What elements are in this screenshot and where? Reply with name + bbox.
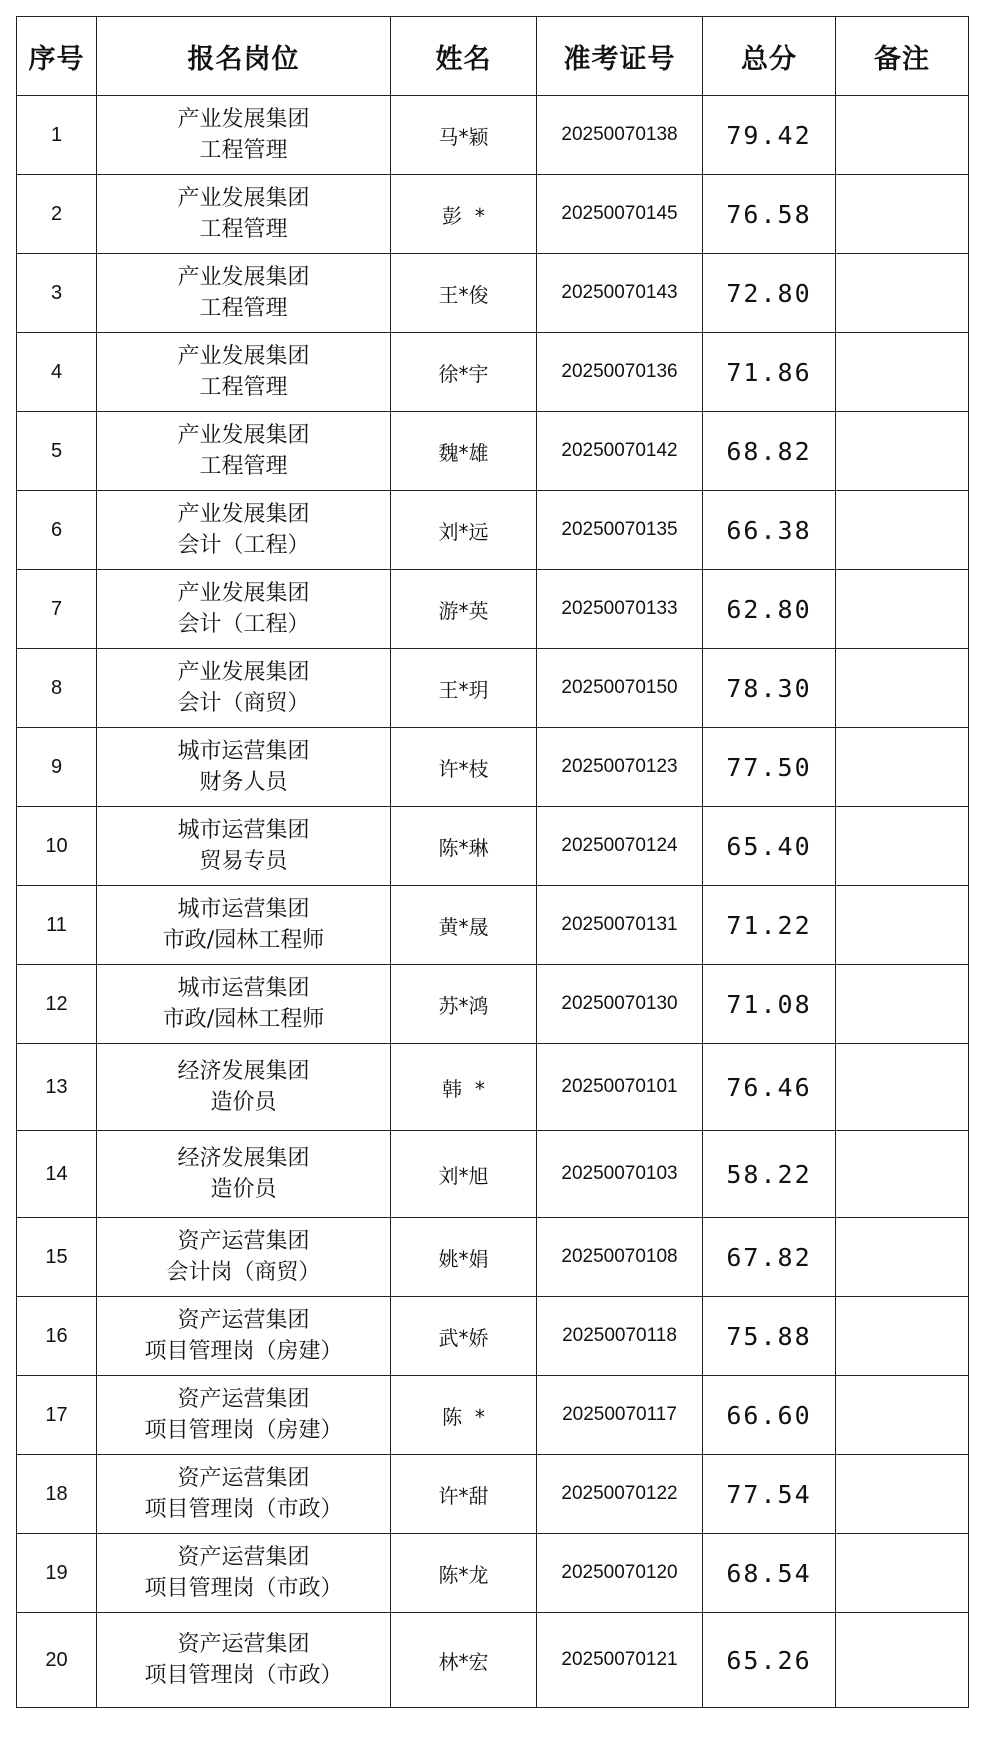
row-note <box>836 1131 969 1218</box>
table-row <box>17 96 969 175</box>
row-note <box>836 333 969 412</box>
row-name: 王*俊 <box>391 254 537 333</box>
table-row <box>17 1534 969 1613</box>
row-exam-id: 20250070150 <box>537 649 703 728</box>
table-header <box>17 17 969 96</box>
position-role: 工程管理 <box>199 296 288 321</box>
row-seq: 10 <box>17 807 97 886</box>
row-position <box>97 96 391 175</box>
position-group: 产业发展集团 <box>177 502 310 527</box>
position-group: 产业发展集团 <box>177 581 310 606</box>
row-exam-id: 20250070101 <box>537 1044 703 1131</box>
row-note <box>836 1218 969 1297</box>
position-role: 项目管理岗（房建） <box>144 1339 343 1364</box>
row-score: 77.50 <box>703 728 836 807</box>
row-note <box>836 886 969 965</box>
row-name: 陈*琳 <box>391 807 537 886</box>
row-position <box>97 1376 391 1455</box>
row-note <box>836 649 969 728</box>
row-seq: 7 <box>17 570 97 649</box>
results-table <box>16 16 969 1708</box>
row-score: 68.82 <box>703 412 836 491</box>
row-name: 许*甜 <box>391 1455 537 1534</box>
position-group: 产业发展集团 <box>177 265 310 290</box>
header-exam-id: 准考证号 <box>537 17 703 96</box>
position-group: 经济发展集团 <box>177 1059 310 1084</box>
position-group: 城市运营集团 <box>177 976 310 1001</box>
row-score: 71.22 <box>703 886 836 965</box>
row-seq: 1 <box>17 96 97 175</box>
row-name: 韩 * <box>391 1044 537 1131</box>
row-score: 71.86 <box>703 333 836 412</box>
row-name: 王*玥 <box>391 649 537 728</box>
row-score: 79.42 <box>703 96 836 175</box>
row-exam-id: 20250070133 <box>537 570 703 649</box>
table-row <box>17 1297 969 1376</box>
row-exam-id: 20250070121 <box>537 1613 703 1708</box>
position-group: 资产运营集团 <box>177 1229 310 1254</box>
row-name: 彭 * <box>391 175 537 254</box>
row-exam-id: 20250070108 <box>537 1218 703 1297</box>
position-group: 经济发展集团 <box>177 1146 310 1171</box>
position-role: 会计（工程） <box>177 612 310 637</box>
table-row <box>17 728 969 807</box>
row-exam-id: 20250070143 <box>537 254 703 333</box>
row-note <box>836 1297 969 1376</box>
row-position <box>97 1534 391 1613</box>
row-name: 游*英 <box>391 570 537 649</box>
header-position: 报名岗位 <box>97 17 391 96</box>
row-seq: 11 <box>17 886 97 965</box>
position-role: 工程管理 <box>199 138 288 163</box>
row-seq: 18 <box>17 1455 97 1534</box>
table-row <box>17 570 969 649</box>
position-group: 资产运营集团 <box>177 1466 310 1491</box>
position-role: 造价员 <box>210 1177 277 1202</box>
row-score: 58.22 <box>703 1131 836 1218</box>
position-group: 资产运营集团 <box>177 1387 310 1412</box>
row-name: 陈 * <box>391 1376 537 1455</box>
row-position <box>97 1613 391 1708</box>
row-exam-id: 20250070117 <box>537 1376 703 1455</box>
position-role: 会计（工程） <box>177 533 310 558</box>
position-group: 资产运营集团 <box>177 1308 310 1333</box>
position-role: 工程管理 <box>199 217 288 242</box>
row-position <box>97 254 391 333</box>
position-role: 项目管理岗（市政） <box>144 1497 343 1522</box>
position-group: 产业发展集团 <box>177 107 310 132</box>
row-note <box>836 254 969 333</box>
position-group: 城市运营集团 <box>177 818 310 843</box>
row-note <box>836 1534 969 1613</box>
row-position <box>97 333 391 412</box>
header-row <box>17 17 969 96</box>
row-name: 苏*鸿 <box>391 965 537 1044</box>
row-position <box>97 1044 391 1131</box>
position-group: 产业发展集团 <box>177 660 310 685</box>
row-score: 65.26 <box>703 1613 836 1708</box>
position-role: 项目管理岗（市政） <box>144 1663 343 1688</box>
row-exam-id: 20250070130 <box>537 965 703 1044</box>
row-exam-id: 20250070145 <box>537 175 703 254</box>
position-role: 项目管理岗（房建） <box>144 1418 343 1443</box>
row-position <box>97 965 391 1044</box>
position-role: 工程管理 <box>199 454 288 479</box>
row-score: 72.80 <box>703 254 836 333</box>
row-exam-id: 20250070120 <box>537 1534 703 1613</box>
position-role: 贸易专员 <box>199 849 288 874</box>
row-exam-id: 20250070124 <box>537 807 703 886</box>
row-note <box>836 1044 969 1131</box>
position-group: 城市运营集团 <box>177 897 310 922</box>
row-score: 68.54 <box>703 1534 836 1613</box>
row-name: 刘*远 <box>391 491 537 570</box>
row-exam-id: 20250070103 <box>537 1131 703 1218</box>
row-position <box>97 1297 391 1376</box>
table-row <box>17 1376 969 1455</box>
row-position <box>97 1131 391 1218</box>
row-seq: 2 <box>17 175 97 254</box>
row-score: 66.60 <box>703 1376 836 1455</box>
row-seq: 16 <box>17 1297 97 1376</box>
row-name: 许*枝 <box>391 728 537 807</box>
row-seq: 6 <box>17 491 97 570</box>
row-exam-id: 20250070135 <box>537 491 703 570</box>
row-note <box>836 412 969 491</box>
row-note <box>836 1455 969 1534</box>
row-seq: 5 <box>17 412 97 491</box>
table-row <box>17 807 969 886</box>
position-role: 会计岗（商贸） <box>166 1260 321 1285</box>
row-exam-id: 20250070142 <box>537 412 703 491</box>
row-position <box>97 412 391 491</box>
header-seq: 序号 <box>17 17 97 96</box>
table-row <box>17 1044 969 1131</box>
table-row <box>17 1131 969 1218</box>
position-role: 会计（商贸） <box>177 691 310 716</box>
row-name: 林*宏 <box>391 1613 537 1708</box>
row-seq: 13 <box>17 1044 97 1131</box>
row-exam-id: 20250070122 <box>537 1455 703 1534</box>
row-exam-id: 20250070138 <box>537 96 703 175</box>
row-name: 魏*雄 <box>391 412 537 491</box>
table-row <box>17 412 969 491</box>
row-score: 66.38 <box>703 491 836 570</box>
header-name: 姓名 <box>391 17 537 96</box>
row-score: 71.08 <box>703 965 836 1044</box>
row-position <box>97 1455 391 1534</box>
row-exam-id: 20250070123 <box>537 728 703 807</box>
table-row <box>17 254 969 333</box>
row-note <box>836 96 969 175</box>
row-note <box>836 175 969 254</box>
row-name: 马*颖 <box>391 96 537 175</box>
row-position <box>97 728 391 807</box>
row-seq: 3 <box>17 254 97 333</box>
table-row <box>17 175 969 254</box>
row-position <box>97 570 391 649</box>
row-note <box>836 1613 969 1708</box>
row-seq: 12 <box>17 965 97 1044</box>
position-group: 产业发展集团 <box>177 186 310 211</box>
row-position <box>97 649 391 728</box>
position-role: 市政/园林工程师 <box>162 928 325 953</box>
row-name: 陈*龙 <box>391 1534 537 1613</box>
row-score: 76.58 <box>703 175 836 254</box>
row-position <box>97 491 391 570</box>
row-note <box>836 491 969 570</box>
position-group: 资产运营集团 <box>177 1545 310 1570</box>
row-score: 78.30 <box>703 649 836 728</box>
row-seq: 15 <box>17 1218 97 1297</box>
table-row <box>17 965 969 1044</box>
header-score: 总分 <box>703 17 836 96</box>
row-note <box>836 1376 969 1455</box>
table-row <box>17 1455 969 1534</box>
row-seq: 14 <box>17 1131 97 1218</box>
row-seq: 9 <box>17 728 97 807</box>
header-note: 备注 <box>836 17 969 96</box>
row-note <box>836 965 969 1044</box>
position-role: 项目管理岗（市政） <box>144 1576 343 1601</box>
table-row <box>17 1218 969 1297</box>
row-position <box>97 886 391 965</box>
row-name: 刘*旭 <box>391 1131 537 1218</box>
row-exam-id: 20250070131 <box>537 886 703 965</box>
position-group: 资产运营集团 <box>177 1632 310 1657</box>
row-seq: 19 <box>17 1534 97 1613</box>
position-role: 造价员 <box>210 1090 277 1115</box>
row-score: 65.40 <box>703 807 836 886</box>
row-position <box>97 1218 391 1297</box>
row-name: 姚*娟 <box>391 1218 537 1297</box>
row-name: 黄*晟 <box>391 886 537 965</box>
row-name: 武*娇 <box>391 1297 537 1376</box>
position-group: 城市运营集团 <box>177 739 310 764</box>
row-exam-id: 20250070136 <box>537 333 703 412</box>
table-row <box>17 1613 969 1708</box>
row-note <box>836 807 969 886</box>
position-role: 工程管理 <box>199 375 288 400</box>
position-group: 产业发展集团 <box>177 423 310 448</box>
position-group: 产业发展集团 <box>177 344 310 369</box>
row-name: 徐*宇 <box>391 333 537 412</box>
row-seq: 8 <box>17 649 97 728</box>
row-score: 76.46 <box>703 1044 836 1131</box>
row-note <box>836 570 969 649</box>
table-row <box>17 886 969 965</box>
row-score: 75.88 <box>703 1297 836 1376</box>
position-role: 财务人员 <box>199 770 288 795</box>
table-body <box>17 96 969 1708</box>
table-row <box>17 491 969 570</box>
row-seq: 20 <box>17 1613 97 1708</box>
table-row <box>17 649 969 728</box>
row-position <box>97 175 391 254</box>
row-position <box>97 807 391 886</box>
row-score: 77.54 <box>703 1455 836 1534</box>
row-score: 67.82 <box>703 1218 836 1297</box>
row-seq: 4 <box>17 333 97 412</box>
table-row <box>17 333 969 412</box>
row-seq: 17 <box>17 1376 97 1455</box>
row-exam-id: 20250070118 <box>537 1297 703 1376</box>
row-score: 62.80 <box>703 570 836 649</box>
row-note <box>836 728 969 807</box>
position-role: 市政/园林工程师 <box>162 1007 325 1032</box>
